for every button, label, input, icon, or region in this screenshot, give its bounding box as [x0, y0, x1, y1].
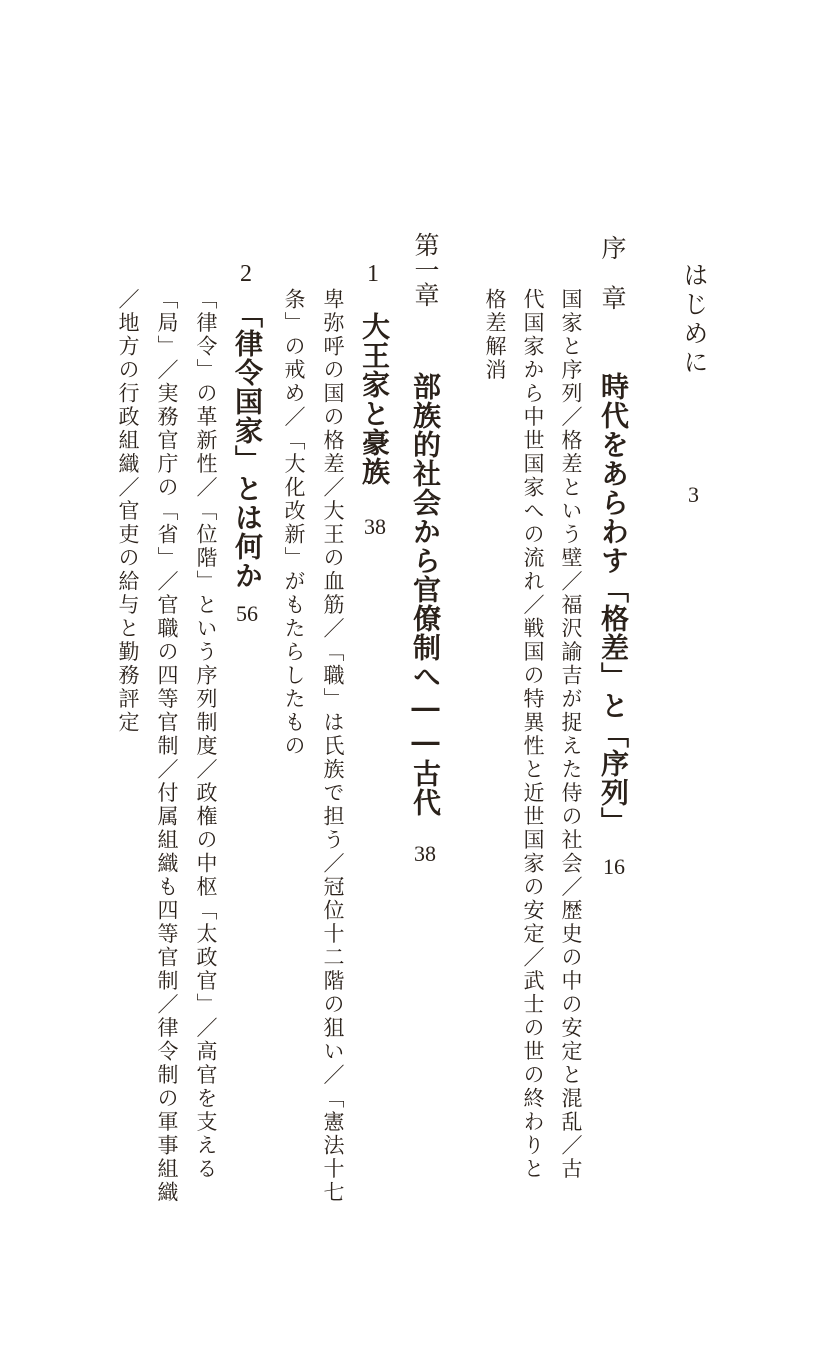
jo-summary-line: 格差解消 [483, 288, 507, 382]
chapter1-label: 第一章 [411, 232, 440, 307]
jo-chapter-label: 序 章 [598, 235, 627, 310]
section1-page-number: 38 [364, 514, 386, 539]
preface-page-number: 3 [688, 482, 699, 507]
jo-summary-line: 国家と序列／格差という壁／福沢諭吉が捉えた侍の社会／歴史の中の安定と混乱／古 [559, 288, 583, 1181]
section2-number: 2 [240, 261, 252, 287]
section1-summary-line: 卑弥呼の国の格差／大王の血筋／「職」は氏族で担う／冠位十二階の狙い／「憲法十七 [321, 288, 345, 1205]
section1-summary-line: 条」の戒め／「大化改新」がもたらしたもの [282, 288, 306, 758]
section2-summary-line: 「局」／実務官庁の「省」／官職の四等官制／付属組織も四等官制／律令制の軍事組織 [155, 288, 179, 1205]
section2-summary-line: ／地方の行政組織／官吏の給与と勤務評定 [116, 288, 140, 735]
chapter1-title: 部族的社会から官僚制へ――古代 [409, 372, 442, 817]
jo-chapter-title: 時代をあらわす「格差」と「序列」 [597, 372, 630, 836]
jo-summary-line: 代国家から中世国家への流れ／戦国の特異性と近世国家の安定／武士の世の終わりと [521, 288, 545, 1181]
preface-title: はじめに [680, 262, 709, 378]
jo-page-number: 16 [603, 854, 625, 879]
section2-summary-line: 「律令」の革新性／「位階」という序列制度／政権の中枢「太政官」／高官を支える [194, 288, 218, 1181]
section2-title: 「律令国家」とは何か [231, 300, 264, 590]
section2-page-number: 56 [236, 601, 258, 626]
chapter1-page-number: 38 [414, 841, 436, 866]
section1-title: 大王家と豪族 [358, 312, 391, 486]
section1-number: 1 [367, 261, 379, 287]
